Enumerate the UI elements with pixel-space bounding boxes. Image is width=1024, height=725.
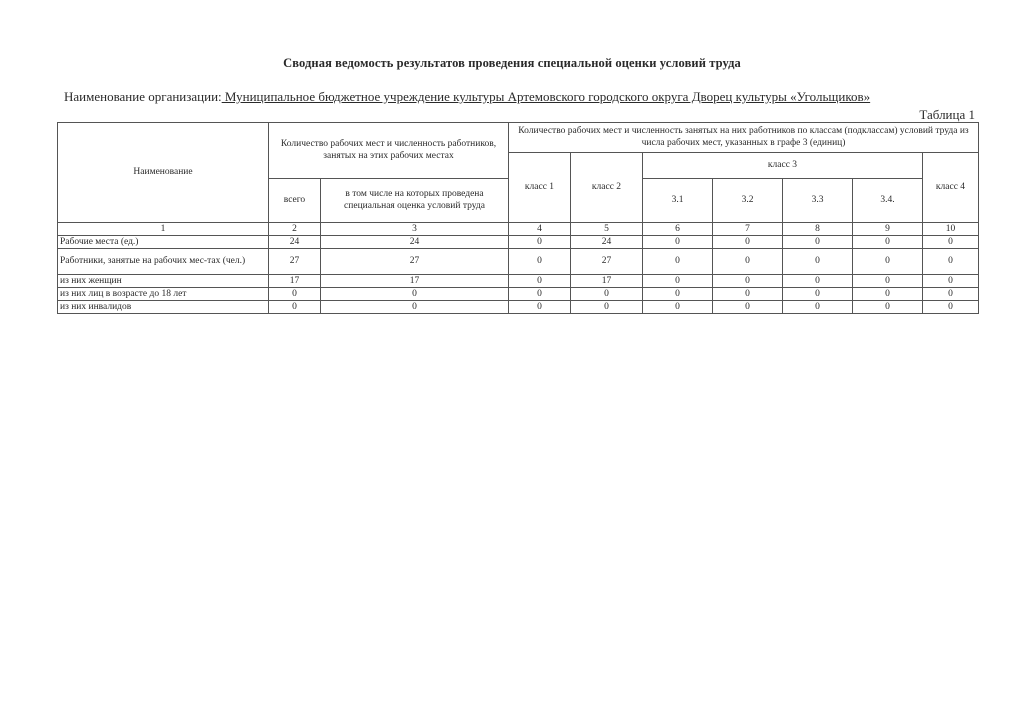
header-assessed: в том числе на которых проведена специальная оценка условий труда [321,179,509,223]
cell-value: 0 [643,249,713,275]
column-number-row [58,223,979,236]
table-row [58,275,979,288]
header-class-1: класс 1 [509,153,571,223]
header-sub-3-1: 3.1 [643,179,713,223]
table-row [58,288,979,301]
cell-value: 0 [713,301,783,314]
table-number: Таблица 1 [919,107,975,122]
cell-value: 0 [713,275,783,288]
cell-value: 24 [571,236,643,249]
cell-value: 0 [713,236,783,249]
cell-value: 0 [269,301,321,314]
row-label: из них инвалидов [58,301,269,314]
header-total: всего [269,179,321,223]
organization-name: Муниципальное бюджетное учреждение культуры Артемовского городского округа Дворец культуры «Угольщиков» [221,89,871,104]
cell-value: 0 [853,249,923,275]
cell-value: 0 [853,301,923,314]
cell-value: 0 [923,288,979,301]
cell-value: 0 [853,275,923,288]
cell-value: 0 [853,236,923,249]
cell-value: 0 [713,249,783,275]
cell-value: 0 [643,288,713,301]
header-sub-3-4: 3.4. [853,179,923,223]
cell-value: 24 [321,236,509,249]
cell-value: 0 [509,288,571,301]
cell-value: 0 [853,288,923,301]
cell-value: 0 [643,275,713,288]
header-sub-3-3: 3.3 [783,179,853,223]
cell-value: 0 [269,288,321,301]
cell-value: 0 [783,288,853,301]
cell-value: 0 [571,288,643,301]
row-label: из них женщин [58,275,269,288]
cell-value: 0 [643,236,713,249]
cell-value: 24 [269,236,321,249]
column-number: 5 [571,223,643,236]
column-number: 7 [713,223,783,236]
cell-value: 17 [571,275,643,288]
cell-value: 0 [783,236,853,249]
header-class-4: класс 4 [923,153,979,223]
cell-value: 17 [269,275,321,288]
organization-line [64,89,870,105]
cell-value: 27 [571,249,643,275]
document-title: Сводная ведомость результатов проведения специальной оценки условий труда [283,56,741,70]
cell-value: 0 [713,288,783,301]
row-label: Рабочие места (ед.) [58,236,269,249]
cell-value: 0 [321,288,509,301]
column-number: 10 [923,223,979,236]
row-label: из них лиц в возрасте до 18 лет [58,288,269,301]
cell-value: 0 [321,301,509,314]
column-number: 3 [321,223,509,236]
cell-value: 0 [509,249,571,275]
cell-value: 0 [643,301,713,314]
cell-value: 0 [923,301,979,314]
header-classes-group: Количество рабочих мест и численность занятых на них работников по классам (подклассам) условий труда из числа рабочих мест, указанных в графе 3 (единиц) [509,123,979,153]
header-class-3: класс 3 [643,153,923,179]
cell-value: 0 [783,249,853,275]
cell-value: 0 [509,301,571,314]
cell-value: 0 [923,275,979,288]
header-name: Наименование [58,123,269,223]
cell-value: 0 [783,275,853,288]
cell-value: 0 [509,275,571,288]
cell-value: 17 [321,275,509,288]
cell-value: 27 [321,249,509,275]
row-label: Работники, занятые на рабочих мес-тах (чел.) [58,249,269,275]
header-sub-3-2: 3.2 [713,179,783,223]
cell-value: 0 [923,236,979,249]
cell-value: 0 [571,301,643,314]
cell-value: 0 [923,249,979,275]
table-row [58,301,979,314]
header-class-2: класс 2 [571,153,643,223]
header-count-group: Количество рабочих мест и численность работников, занятых на этих рабочих местах [269,123,509,179]
table-row [58,236,979,249]
column-number: 1 [58,223,269,236]
column-number: 4 [509,223,571,236]
table-row [58,249,979,275]
column-number: 2 [269,223,321,236]
column-number: 9 [853,223,923,236]
column-number: 8 [783,223,853,236]
cell-value: 0 [783,301,853,314]
summary-table [57,122,979,314]
cell-value: 27 [269,249,321,275]
column-number: 6 [643,223,713,236]
organization-label: Наименование организации: [64,89,222,104]
cell-value: 0 [509,236,571,249]
